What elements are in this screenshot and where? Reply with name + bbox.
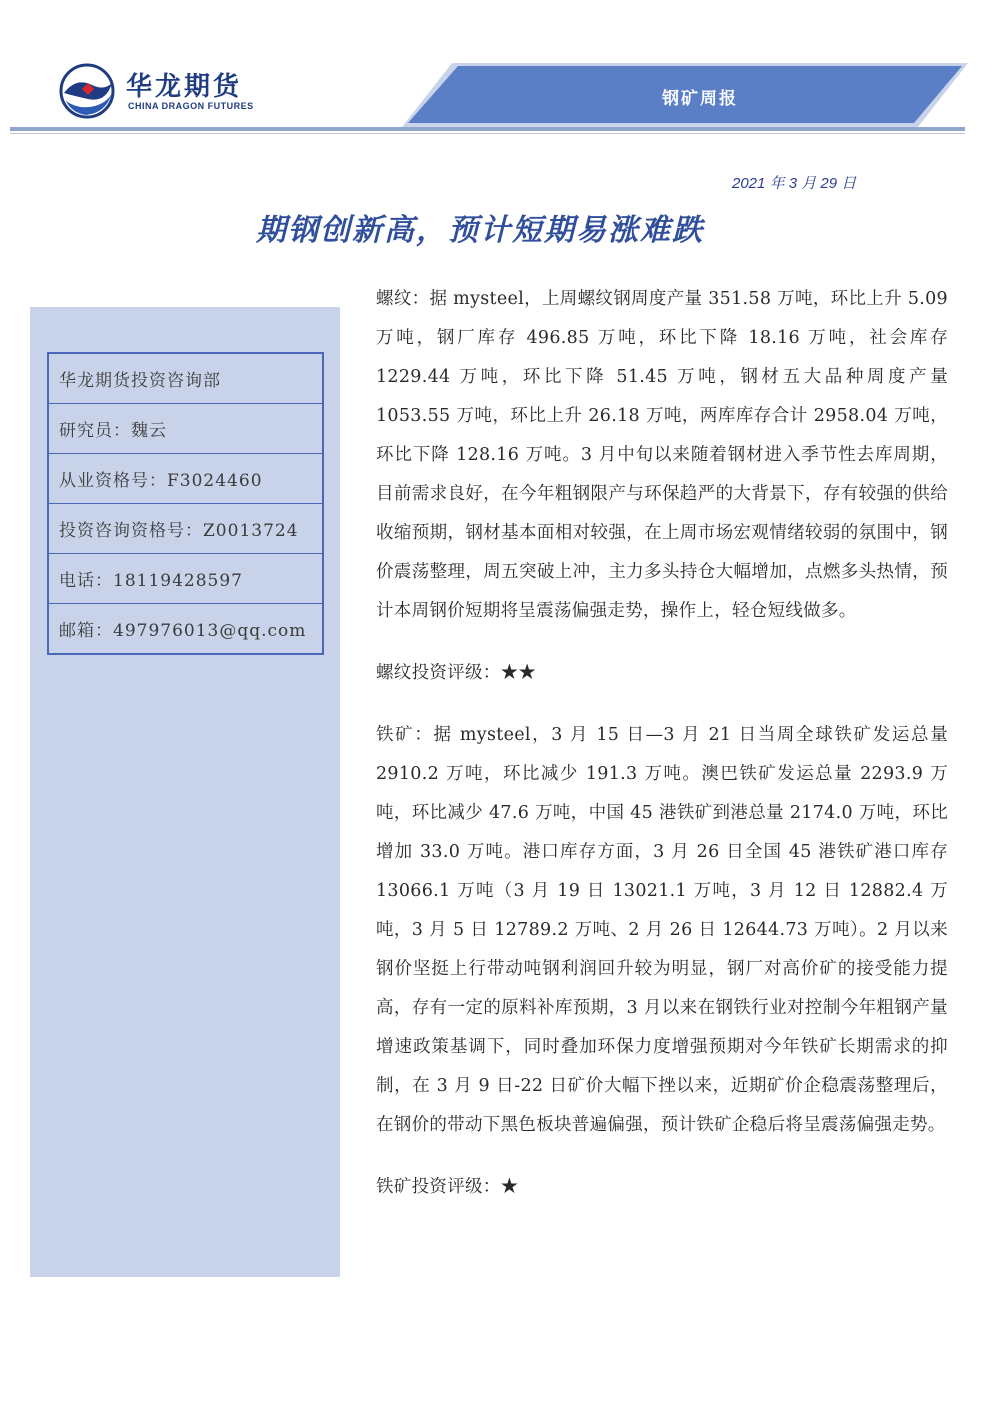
logo-chinese-name: 华龙期货 — [126, 72, 243, 102]
department-row: 华龙期货投资咨询部 — [49, 354, 322, 404]
report-date: 2021 年 3 月 29 日 — [732, 175, 857, 192]
researcher-row: 研究员：魏云 — [49, 404, 322, 454]
company-logo — [58, 63, 116, 119]
rebar-rating: 螺纹投资评级：★★ — [376, 663, 537, 683]
logo-english-name: CHINA DRAGON FUTURES — [128, 101, 254, 111]
analyst-info-box — [47, 352, 324, 655]
iron-ore-rating: 铁矿投资评级：★ — [376, 1177, 519, 1197]
qualification-row: 从业资格号：F3024460 — [49, 454, 322, 504]
phone-row: 电话：18119428597 — [49, 554, 322, 604]
advisory-qualification-row: 投资咨询资格号：Z0013724 — [49, 504, 322, 554]
iron-ore-analysis: 铁矿：据 mysteel，3 月 15 日—3 月 21 日当周全球铁矿发运总量 2910.2 万吨，环比减少 191.3 万吨。澳巴铁矿发运总量 2293.9 万吨，环比减少 47.6 万吨，中国 45 港铁矿到港总量 2174.0 万吨，环比增加 33.0 万吨。港口库存方面，3 月 26 日全国 45 港铁矿港口库存 13066.1 万吨（3 月 19 日 13021.1 万吨，3 月 12 日 12882.4 万吨，3 月 5 日 12789.2 万吨、2 月 26 日 12644.73 万吨）。2 月以来钢价坚挺上行带动吨钢利润回升较为明显，钢厂对高价矿的接受能力提高，存有一定的原料补库预期，3 月以来在钢铁行业对控制今年粗钢产量增速政策基调下，同时叠加环保力度增强预期对今年铁矿长期需求的抑制，在 3 月 9 日-22 日矿价大幅下挫以来，近期矿价企稳震荡整理后，在钢价的带动下黑色板块普遍偏强，预计铁矿企稳后将呈震荡偏强走势。 — [376, 725, 948, 1135]
email-row: 邮箱：497976013@qq.com — [59, 621, 307, 641]
rebar-analysis: 螺纹：据 mysteel，上周螺纹钢周度产量 351.58 万吨，环比上升 5.09 万吨，钢厂库存 496.85 万吨，环比下降 18.16 万吨，社会库存 1229.44 万吨，环比下降 51.45 万吨，钢材五大品种周度产量 1053.55 万吨，环比上升 26.18 万吨，两库库存合计 2958.04 万吨，环比下降 128.16 万吨。3 月中旬以来随着钢材进入季节性去库周期，目前需求良好，在今年粗钢限产与环保趋严的大背景下，存有较强的供给收缩预期，钢材基本面相对较强，在上周市场宏观情绪较弱的氛围中，钢价震荡整理，周五突破上冲，主力多头持仓大幅增加，点燃多头热情，预计本周钢价短期将呈震荡偏强走势，操作上，轻仓短线做多。 — [376, 289, 948, 621]
header-divider — [10, 127, 965, 131]
report-title: 期钢创新高，预计短期易涨难跌 — [256, 213, 704, 248]
report-body — [376, 280, 948, 1207]
header-divider-thin — [10, 133, 965, 134]
report-type-label: 钢矿周报 — [662, 89, 738, 109]
